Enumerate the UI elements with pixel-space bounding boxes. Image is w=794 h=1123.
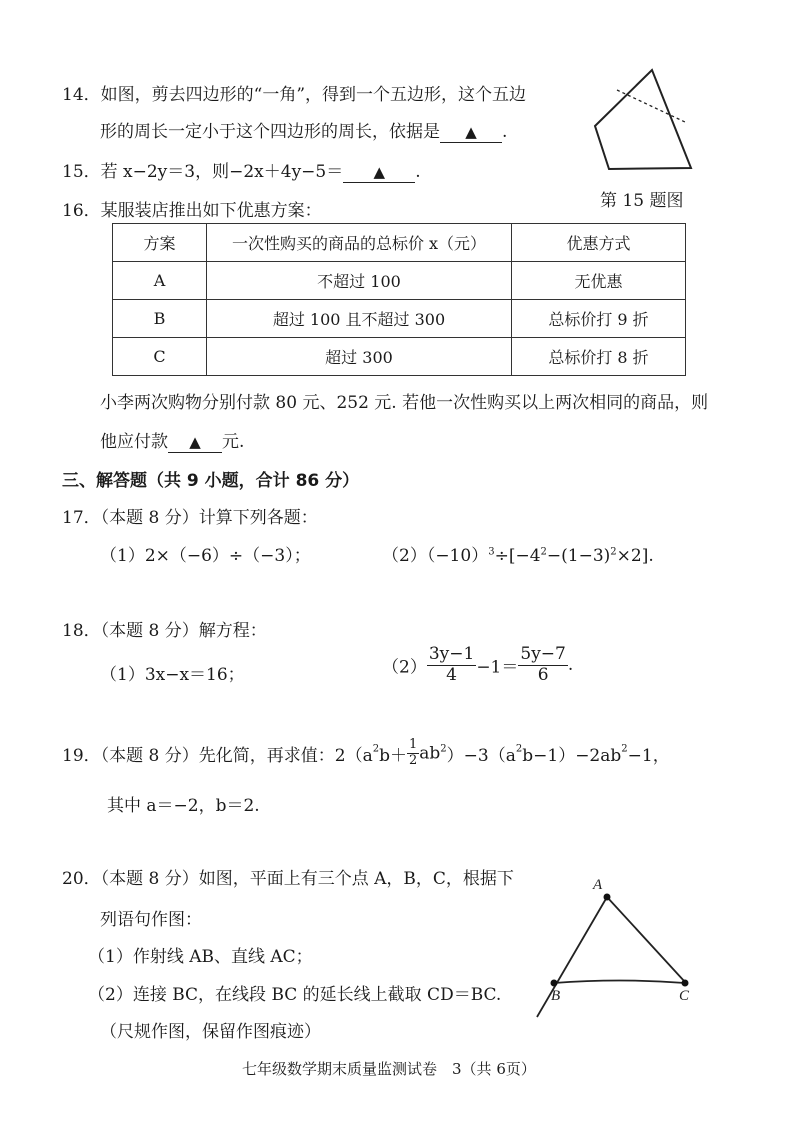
fraction-half	[407, 738, 419, 769]
q17-part2-b: ÷[−4	[494, 546, 541, 566]
q17-exponent: 2	[610, 546, 617, 558]
table-cell: 无优惠	[512, 262, 686, 300]
q20-line1: 20．（本题 8 分）如图，平面上有三个点 A，B，C，根据下	[62, 869, 514, 889]
triangle-mark-icon: ▲	[373, 163, 385, 181]
q19-term: −1，	[627, 745, 670, 766]
table-cell: C	[113, 338, 207, 376]
q16-text-line2	[100, 427, 244, 453]
q17-exponent: 3	[488, 546, 495, 558]
table-cell: 总标价打 9 折	[512, 300, 686, 338]
q19-term: ）−3（a	[446, 745, 516, 766]
q16-text-suffix: 元.	[222, 432, 245, 452]
q15-answer-blank	[343, 162, 415, 183]
figure15-caption: 第 15 题图	[600, 191, 684, 211]
q19-exponent: 2	[621, 743, 628, 755]
table-cell: 超过 300	[207, 338, 512, 376]
fraction	[518, 645, 567, 685]
fraction	[427, 645, 476, 685]
table-cell: B	[113, 300, 207, 338]
q19-term: ab	[419, 743, 441, 764]
q18-part2-label: （2）	[382, 657, 427, 678]
table-header-cell: 方案	[113, 224, 207, 262]
q17-part1: （1）2×（−6）÷（−3）；	[100, 546, 311, 566]
triangle-mark-icon: ▲	[189, 433, 201, 451]
table-cell: A	[113, 262, 207, 300]
fraction-numerator: 5y−7	[520, 644, 566, 664]
table-cell: 超过 100 且不超过 300	[207, 300, 512, 338]
q19-term: b−1）−2ab	[522, 745, 622, 766]
pentagon-figure	[585, 62, 695, 180]
q19-exponent: 2	[515, 743, 523, 755]
q14-line1: 14．如图，剪去四边形的“一角”，得到一个五边形，这个五边	[62, 85, 527, 105]
q17-part2	[382, 541, 654, 566]
q19-exponent: 2	[440, 743, 447, 755]
fraction-numerator: 1	[408, 737, 418, 752]
q19-prefix: 19．（本题 8 分）先化简，再求值：2（a	[62, 745, 373, 766]
q20-part2: （2）连接 BC，在线段 BC 的延长线上截取 CD＝BC.	[88, 985, 502, 1005]
fraction-denominator: 6	[537, 664, 549, 685]
q16-answer-blank	[168, 432, 222, 453]
q14-line2	[100, 117, 507, 143]
fraction-denominator: 2	[408, 752, 418, 768]
point-label-a: A	[593, 877, 603, 893]
q18-end: .	[567, 655, 574, 676]
q17-exponent: 2	[540, 546, 547, 558]
q15-line	[62, 157, 421, 183]
q20-part1: （1）作射线 AB、直线 AC；	[88, 947, 313, 967]
fraction-denominator: 4	[446, 664, 457, 685]
q18-title: 18．（本题 8 分）解方程：	[62, 621, 267, 641]
q20-line2: 列语句作图：	[100, 910, 202, 930]
point-label-c: C	[679, 988, 690, 1004]
q14-text: 形的周长一定小于这个四边形的周长，依据是	[100, 122, 440, 142]
q20-part3: （尺规作图，保留作图痕迹）	[100, 1022, 321, 1042]
page-footer: 七年级数学期末质量监测试卷 3（共 6页）	[242, 1060, 536, 1078]
table-row	[113, 262, 686, 300]
table-row	[113, 338, 686, 376]
q18-middle: −1＝	[476, 657, 519, 678]
table-cell: 总标价打 8 折	[512, 338, 686, 376]
q19-term: b＋	[379, 745, 407, 766]
q14-answer-blank	[440, 122, 502, 143]
q15-end: .	[415, 162, 421, 182]
triangle-mark-icon: ▲	[465, 123, 477, 141]
triangle-abc-figure	[525, 872, 705, 1022]
section-heading: 三、解答题（共 9 小题，合计 86 分）	[62, 471, 360, 491]
q16-text-prefix: 他应付款	[100, 432, 168, 452]
table-header-cell: 优惠方式	[512, 224, 686, 262]
q18-part1: （1）3x−x＝16；	[100, 665, 245, 685]
table-cell: 不超过 100	[207, 262, 512, 300]
q16-title: 16．某服装店推出如下优惠方案：	[62, 201, 322, 221]
q17-title: 17．（本题 8 分）计算下列各题：	[62, 508, 318, 528]
q18-part2	[382, 645, 573, 685]
discount-table	[112, 223, 686, 376]
q17-part2-c: −(1−3)	[546, 546, 611, 566]
point-label-b: B	[551, 988, 561, 1004]
table-header-cell: 一次性购买的商品的总标价 x（元）	[207, 224, 512, 262]
table-header-row	[113, 224, 686, 262]
fraction-numerator: 3y−1	[428, 644, 475, 664]
q14-end: .	[502, 122, 508, 142]
q19-line2: 其中 a＝−2，b＝2.	[107, 796, 260, 816]
q15-text: 15．若 x−2y＝3，则−2x＋4y−5＝	[62, 162, 344, 182]
q17-part2-a: （2）（−10）	[382, 546, 489, 566]
q19-line1	[62, 738, 670, 769]
q16-text-line1: 小李两次购物分别付款 80 元、252 元. 若他一次性购买以上两次相同的商品，则	[100, 393, 709, 413]
q17-part2-d: ×2].	[616, 546, 654, 566]
q19-exponent: 2	[372, 743, 380, 755]
table-row	[113, 300, 686, 338]
